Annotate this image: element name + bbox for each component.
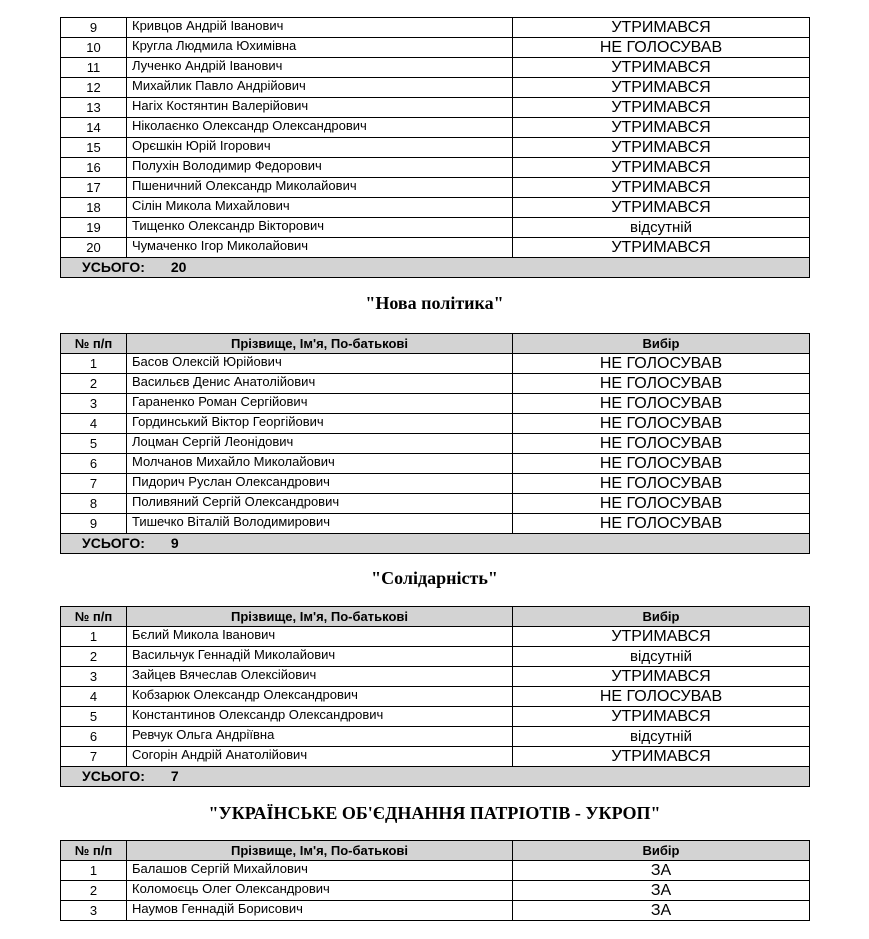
row-number: 19 xyxy=(61,218,127,238)
row-number: 6 xyxy=(61,727,127,747)
row-number: 15 xyxy=(61,138,127,158)
table-row xyxy=(61,627,810,647)
deputy-name: Нагіх Костянтин Валерійович xyxy=(127,98,513,118)
header-vote: Вибір xyxy=(513,841,810,861)
table-row xyxy=(61,647,810,667)
vote-choice: УТРИМАВСЯ xyxy=(513,707,810,727)
vote-choice: УТРИМАВСЯ xyxy=(513,158,810,178)
table-row xyxy=(61,394,810,414)
table-row xyxy=(61,158,810,178)
total-label: УСЬОГО: xyxy=(82,768,145,784)
table-row xyxy=(61,238,810,258)
vote-choice: НЕ ГОЛОСУВАВ xyxy=(513,38,810,58)
vote-choice: НЕ ГОЛОСУВАВ xyxy=(513,394,810,414)
header-num: № п/п xyxy=(61,334,127,354)
deputy-name: Сілін Микола Михайлович xyxy=(127,198,513,218)
vote-choice: ЗА xyxy=(513,861,810,881)
row-number: 6 xyxy=(61,454,127,474)
table-row xyxy=(61,98,810,118)
header-vote: Вибір xyxy=(513,334,810,354)
deputy-name: Басов Олексій Юрійович xyxy=(127,354,513,374)
deputy-name: Ревчук Ольга Андріївна xyxy=(127,727,513,747)
vote-choice: відсутній xyxy=(513,218,810,238)
header-vote: Вибір xyxy=(513,607,810,627)
row-number: 20 xyxy=(61,238,127,258)
vote-choice: УТРИМАВСЯ xyxy=(513,238,810,258)
table-nova xyxy=(60,333,810,554)
header-name: Прізвище, Ім'я, По-батькові xyxy=(127,334,513,354)
row-number: 2 xyxy=(61,647,127,667)
row-number: 10 xyxy=(61,38,127,58)
deputy-name: Поливяний Сергій Олександрович xyxy=(127,494,513,514)
faction-title-ukrop: "УКРАЇНСЬКЕ ОБ'ЄДНАННЯ ПАТРІОТІВ - УКРОП" xyxy=(208,803,661,823)
vote-choice: відсутній xyxy=(513,727,810,747)
deputy-name: Пидорич Руслан Олександрович xyxy=(127,474,513,494)
table-row xyxy=(61,38,810,58)
total-row xyxy=(61,258,810,278)
row-number: 18 xyxy=(61,198,127,218)
header-num: № п/п xyxy=(61,607,127,627)
vote-choice: УТРИМАВСЯ xyxy=(513,178,810,198)
table-row xyxy=(61,901,810,921)
table-row xyxy=(61,667,810,687)
table-row xyxy=(61,494,810,514)
deputy-name: Согорін Андрій Анатолійович xyxy=(127,747,513,767)
total-row xyxy=(61,534,810,554)
table-row xyxy=(61,514,810,534)
table-body xyxy=(61,354,810,534)
vote-choice: УТРИМАВСЯ xyxy=(513,18,810,38)
vote-choice: НЕ ГОЛОСУВАВ xyxy=(513,514,810,534)
vote-choice: УТРИМАВСЯ xyxy=(513,198,810,218)
deputy-name: Тишечко Віталій Володимирович xyxy=(127,514,513,534)
vote-choice: НЕ ГОЛОСУВАВ xyxy=(513,474,810,494)
table-continued xyxy=(60,17,810,278)
vote-choice: УТРИМАВСЯ xyxy=(513,627,810,647)
deputy-name: Гараненко Роман Сергійович xyxy=(127,394,513,414)
row-number: 9 xyxy=(61,514,127,534)
table-row xyxy=(61,727,810,747)
table-row xyxy=(61,454,810,474)
vote-choice: УТРИМАВСЯ xyxy=(513,667,810,687)
vote-choice: НЕ ГОЛОСУВАВ xyxy=(513,354,810,374)
header-name: Прізвище, Ім'я, По-батькові xyxy=(127,841,513,861)
total-count: 9 xyxy=(170,535,179,551)
vote-choice: УТРИМАВСЯ xyxy=(513,747,810,767)
table-row xyxy=(61,138,810,158)
row-number: 1 xyxy=(61,354,127,374)
deputy-name: Чумаченко Ігор Миколайович xyxy=(127,238,513,258)
table-row xyxy=(61,18,810,38)
header-row xyxy=(61,841,810,861)
table-row xyxy=(61,707,810,727)
row-number: 1 xyxy=(61,627,127,647)
deputy-name: Молчанов Михайло Миколайович xyxy=(127,454,513,474)
table-row xyxy=(61,414,810,434)
faction-title-nova: "Нова політика" xyxy=(365,293,504,313)
deputy-name: Тищенко Олександр Вікторович xyxy=(127,218,513,238)
row-number: 14 xyxy=(61,118,127,138)
row-number: 11 xyxy=(61,58,127,78)
vote-choice: НЕ ГОЛОСУВАВ xyxy=(513,434,810,454)
deputy-name: Кривцов Андрій Іванович xyxy=(127,18,513,38)
row-number: 3 xyxy=(61,394,127,414)
total-count: 20 xyxy=(170,259,187,275)
header-name: Прізвище, Ім'я, По-батькові xyxy=(127,607,513,627)
table-ukrop xyxy=(60,840,810,921)
table-row xyxy=(61,218,810,238)
row-number: 16 xyxy=(61,158,127,178)
row-number: 2 xyxy=(61,374,127,394)
row-number: 8 xyxy=(61,494,127,514)
vote-choice: НЕ ГОЛОСУВАВ xyxy=(513,494,810,514)
deputy-name: Васильєв Денис Анатолійович xyxy=(127,374,513,394)
deputy-name: Ніколаєнко Олександр Олександрович xyxy=(127,118,513,138)
deputy-name: Кобзарюк Олександр Олександрович xyxy=(127,687,513,707)
vote-choice: УТРИМАВСЯ xyxy=(513,78,810,98)
header-num: № п/п xyxy=(61,841,127,861)
deputy-name: Пшеничний Олександр Миколайович xyxy=(127,178,513,198)
deputy-name: Михайлик Павло Андрійович xyxy=(127,78,513,98)
row-number: 17 xyxy=(61,178,127,198)
row-number: 1 xyxy=(61,861,127,881)
table-row xyxy=(61,198,810,218)
table-row xyxy=(61,747,810,767)
table-solidarnist xyxy=(60,606,810,787)
row-number: 13 xyxy=(61,98,127,118)
deputy-name: Наумов Геннадій Борисович xyxy=(127,901,513,921)
deputy-name: Лоцман Сергій Леонідович xyxy=(127,434,513,454)
deputy-name: Лученко Андрій Іванович xyxy=(127,58,513,78)
row-number: 3 xyxy=(61,901,127,921)
vote-choice: УТРИМАВСЯ xyxy=(513,118,810,138)
vote-choice: НЕ ГОЛОСУВАВ xyxy=(513,414,810,434)
vote-choice: УТРИМАВСЯ xyxy=(513,98,810,118)
vote-choice: відсутній xyxy=(513,647,810,667)
row-number: 12 xyxy=(61,78,127,98)
row-number: 4 xyxy=(61,414,127,434)
deputy-name: Кругла Людмила Юхимівна xyxy=(127,38,513,58)
row-number: 5 xyxy=(61,707,127,727)
total-row xyxy=(61,767,810,787)
row-number: 2 xyxy=(61,881,127,901)
table-row xyxy=(61,78,810,98)
table-body xyxy=(61,861,810,921)
vote-choice: ЗА xyxy=(513,881,810,901)
total-count: 7 xyxy=(170,768,179,784)
table-row xyxy=(61,434,810,454)
table-row xyxy=(61,861,810,881)
table-body xyxy=(61,627,810,767)
table-row xyxy=(61,687,810,707)
header-row xyxy=(61,334,810,354)
row-number: 9 xyxy=(61,18,127,38)
row-number: 4 xyxy=(61,687,127,707)
table-body xyxy=(61,18,810,258)
vote-choice: НЕ ГОЛОСУВАВ xyxy=(513,374,810,394)
deputy-name: Бєлий Микола Іванович xyxy=(127,627,513,647)
total-label: УСЬОГО: xyxy=(82,259,145,275)
vote-choice: НЕ ГОЛОСУВАВ xyxy=(513,687,810,707)
table-row xyxy=(61,881,810,901)
table-row xyxy=(61,374,810,394)
vote-choice: НЕ ГОЛОСУВАВ xyxy=(513,454,810,474)
deputy-name: Зайцев Вячеслав Олексійович xyxy=(127,667,513,687)
deputy-name: Полухін Володимир Федорович xyxy=(127,158,513,178)
deputy-name: Константинов Олександр Олександрович xyxy=(127,707,513,727)
row-number: 3 xyxy=(61,667,127,687)
vote-choice: УТРИМАВСЯ xyxy=(513,138,810,158)
table-row xyxy=(61,118,810,138)
deputy-name: Орєшкін Юрій Ігорович xyxy=(127,138,513,158)
vote-choice: УТРИМАВСЯ xyxy=(513,58,810,78)
row-number: 5 xyxy=(61,434,127,454)
vote-choice: ЗА xyxy=(513,901,810,921)
row-number: 7 xyxy=(61,474,127,494)
table-row xyxy=(61,474,810,494)
deputy-name: Васильчук Геннадій Миколайович xyxy=(127,647,513,667)
header-row xyxy=(61,607,810,627)
total-label: УСЬОГО: xyxy=(82,535,145,551)
table-row xyxy=(61,354,810,374)
faction-title-solidarnist: "Солідарність" xyxy=(371,568,498,588)
deputy-name: Гординський Віктор Георгійович xyxy=(127,414,513,434)
row-number: 7 xyxy=(61,747,127,767)
table-row xyxy=(61,178,810,198)
table-row xyxy=(61,58,810,78)
deputy-name: Коломоєць Олег Олександрович xyxy=(127,881,513,901)
deputy-name: Балашов Сергій Михайлович xyxy=(127,861,513,881)
